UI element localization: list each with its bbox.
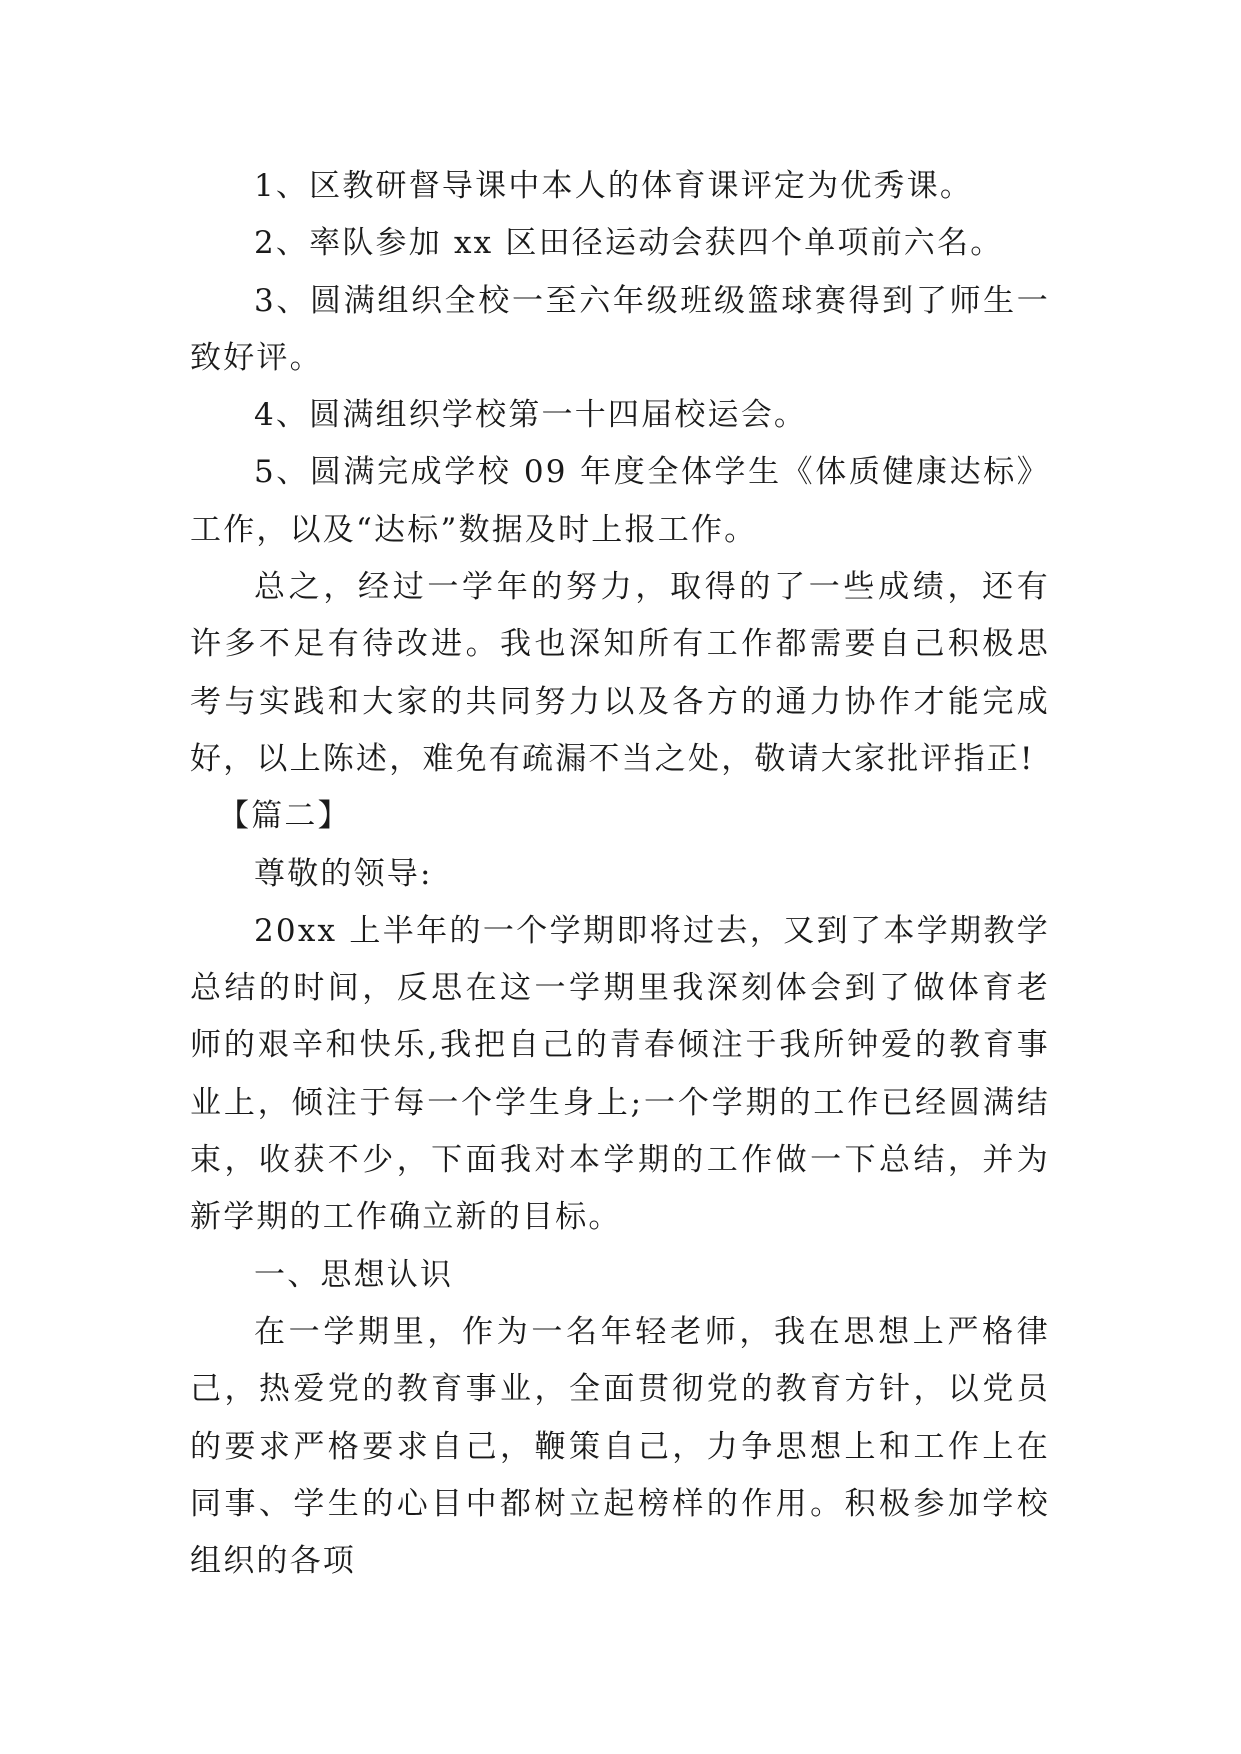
achievement-item-5: 5、圆满完成学校 09 年度全体学生《体质健康达标》工作，以及“达标”数据及时上报工作。 [190, 454, 1050, 548]
achievement-item-1: 1、区教研督导课中本人的体育课评定为优秀课。 [254, 168, 974, 204]
section-heading-part-two: 【篇二】 [218, 798, 351, 835]
salutation: 尊敬的领导: [254, 855, 433, 892]
section-heading-thinking: 一、思想认识 [254, 1256, 454, 1293]
achievement-item-4: 4、圆满组织学校第一十四届校运会。 [254, 397, 808, 434]
intro-paragraph: 20xx 上半年的一个学期即将过去，又到了本学期教学总结的时间，反思在这一学期里我深刻体会到了做体育老师的艰辛和快乐,我把自己的青春倾注于我所钟爱的教育事业上，倾注于每一个学生身上;一个学期的工作已经圆满结束，收获不少，下面我对本学期的工作做一下总结，并为新学期的工作确立新的目标。 [190, 912, 1050, 1236]
summary-paragraph: 总之，经过一学年的努力，取得的了一些成绩，还有许多不足有待改进。我也深知所有工作都需要自己积极思考与实践和大家的共同努力以及各方的通力协作才能完成好，以上陈述，难免有疏漏不当之处，敬请大家批评指正! [190, 569, 1050, 777]
achievement-item-3: 3、圆满组织全校一至六年级班级篮球赛得到了师生一致好评。 [190, 282, 1050, 376]
thinking-paragraph: 在一学期里，作为一名年轻老师，我在思想上严格律己，热爱党的教育事业，全面贯彻党的教育方针，以党员的要求严格要求自己，鞭策自己，力争思想上和工作上在同事、学生的心目中都树立起榜样的作用。积极参加学校组织的各项 [190, 1313, 1050, 1580]
document-body [190, 158, 1050, 1590]
achievement-item-2: 2、率队参加 xx 区田径运动会获四个单项前六名。 [254, 225, 1004, 262]
